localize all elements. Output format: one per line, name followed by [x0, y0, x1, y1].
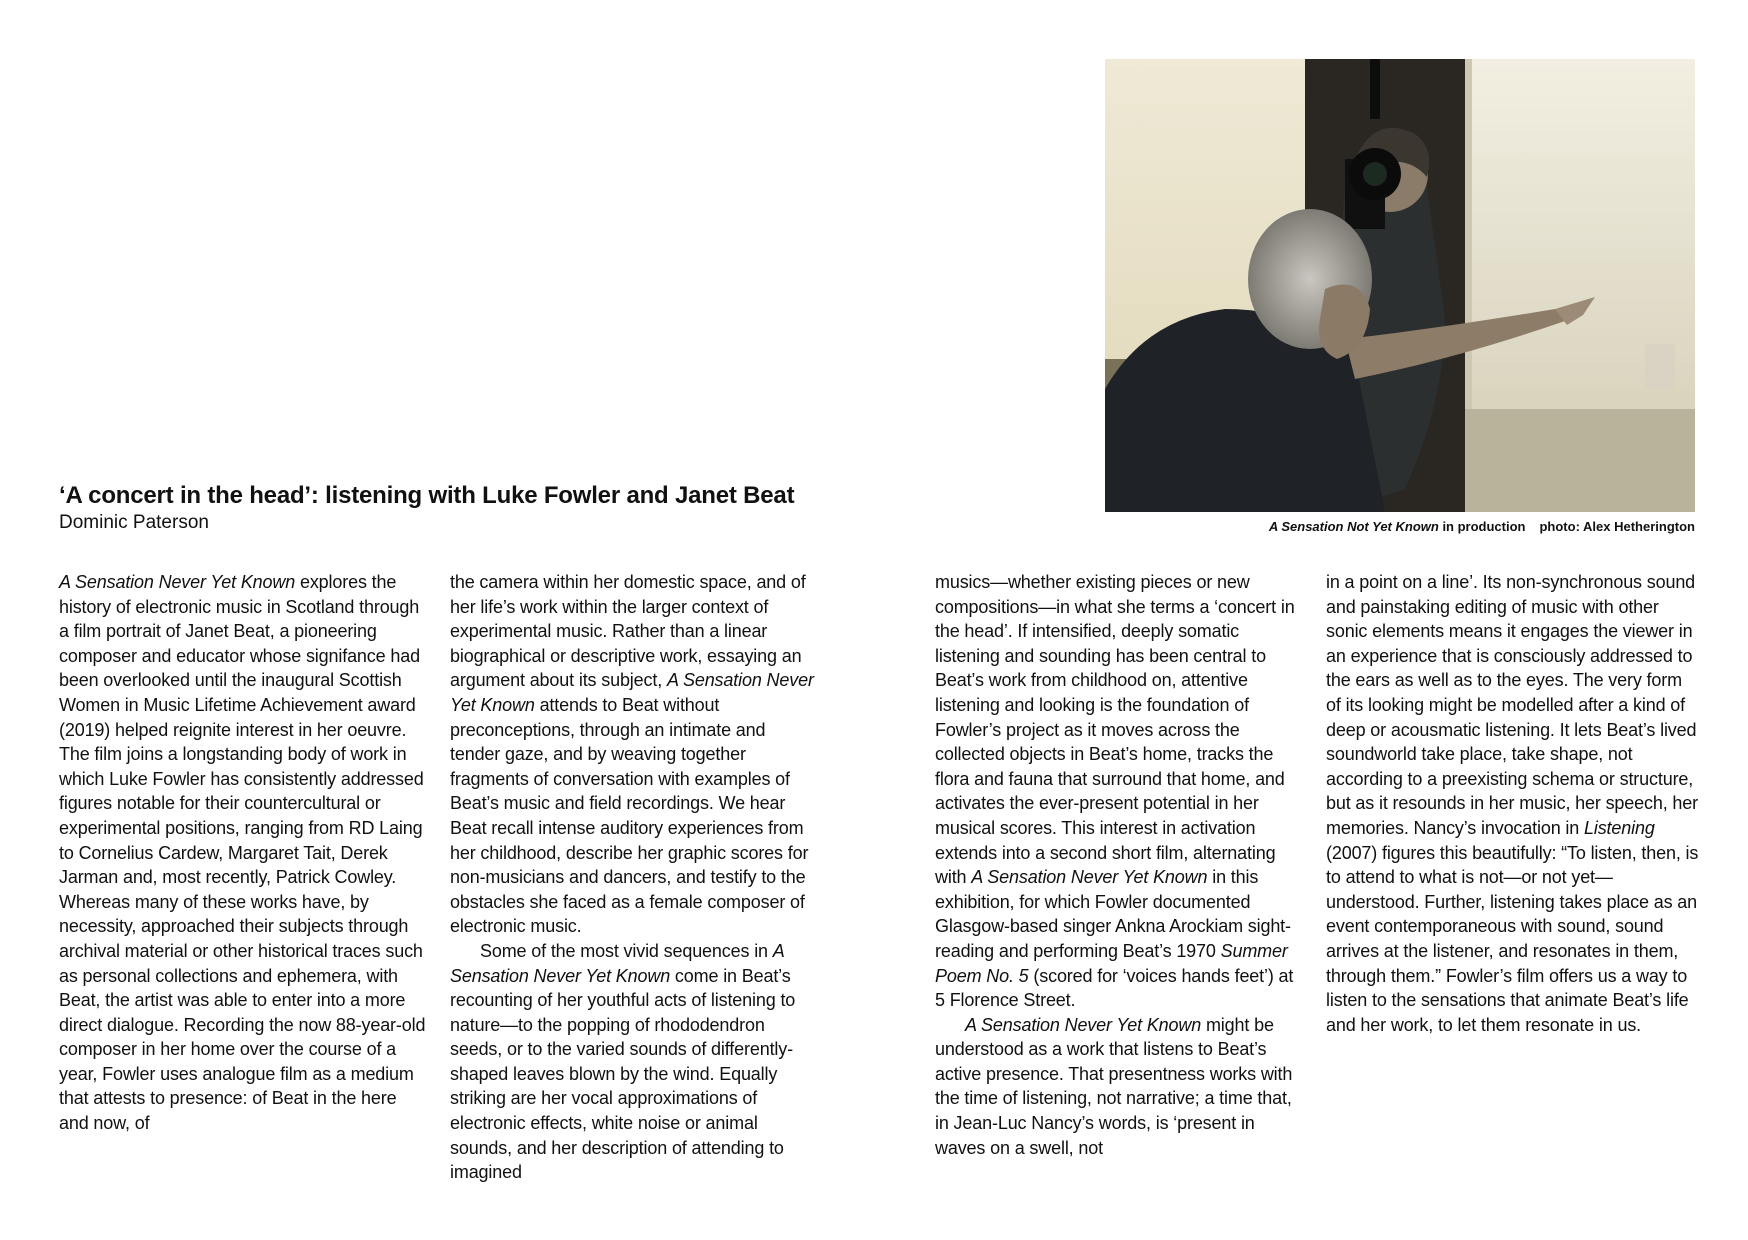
body-column-2 [450, 570, 820, 1185]
paragraph-text: the camera within her domestic space, and of her life’s work within the larger context of experimental music. Rather than a linear biographical or descriptive work, essaying an argument about its subject, [450, 572, 806, 691]
paragraph-text: explores the history of electronic music in Scotland through a film portrait of Janet Beat, a pioneering composer and educator whose signifance had been overlooked until the inaugural Scottish Women in Music Lifetime Achievement award (2019) helped reignite interest in her oeuvre. The film joins a longstanding body of work in which Luke Fowler has consistently addressed figures notable for their countercultural or experimental positions, ranging from RD Laing to Cornelius Cardew, Margaret Tait, Derek Jarman and, most recently, Patrick Cowley. Whereas many of these works have, by necessity, approached their subjects through archival material or other historical traces such as personal collections and ephemera, with Beat, the artist was able to enter into a more direct dialogue. Recording the now 88-year-old composer in her home over the course of a year, Fowler uses analogue film as a medium that attests to presence: of Beat in the here and now, of [59, 572, 426, 1134]
production-photo [1105, 59, 1695, 512]
caption-title: A Sensation Not Yet Known [1268, 519, 1439, 534]
body-column-4 [1326, 570, 1701, 1037]
paragraph-text: in this exhibition, for which Fowler documented Glasgow-based singer Ankna Arockiam sight-reading and performing Beat’s 1970 [935, 867, 1291, 961]
film-title: A Sensation Never Yet Known [59, 572, 296, 592]
paragraph [935, 570, 1305, 1013]
paragraph [450, 939, 820, 1185]
book-title: Listening [1583, 817, 1655, 838]
paragraph-text: (scored for ‘voices hands feet’) at 5 Florence Street. [935, 965, 1294, 1011]
article-author: Dominic Paterson [59, 512, 209, 533]
article-title: ‘A concert in the head’: listening with Luke Fowler and Janet Beat [59, 482, 795, 509]
caption-credit: photo: Alex Hetherington [1539, 519, 1695, 534]
film-title: A Sensation Never Yet Known [965, 1014, 1202, 1035]
film-title: A Sensation Never Yet Known [450, 670, 814, 715]
paragraph [450, 570, 820, 939]
paragraph [935, 1013, 1305, 1161]
paragraph-text: in a point on a line’. Its non-synchronous sound and painstaking editing of music with other sonic elements means it engages the viewer in an experience that is consciously addressed to the ears as well as to the eyes. The very form of its looking might be modelled after a kind of deep or acousmatic listening. It lets Beat’s lived soundworld take place, take shape, not according to a preexisting schema or structure, but as it resounds in her music, her speech, her memories. Nancy’s invocation in [1326, 572, 1698, 838]
paragraph [1326, 570, 1701, 1037]
body-column-3 [935, 570, 1305, 1160]
paragraph [59, 570, 429, 1136]
paragraph-text: attends to Beat without preconceptions, through an intimate and tender gaze, and by weaving together fragments of conversation with examples of Beat’s music and field recordings. We hear Beat recall intense auditory experiences from her childhood, describe her graphic scores for non-musicians and dancers, and testify to the obstacles she faced as a female composer of electronic music. [450, 694, 809, 937]
production-photo-image [1105, 59, 1695, 512]
paragraph-text: come in Beat’s recounting of her youthful acts of listening to nature—to the popping of rhododendron seeds, or to the varied sounds of differently-shaped leaves blown by the wind. Equally striking are her vocal approximations of electronic effects, white noise or animal sounds, and her description of attending to imagined [450, 965, 796, 1183]
score-title: Summer Poem No. 5 [935, 940, 1288, 986]
paragraph-text: musics—whether existing pieces or new compositions—in what she terms a ‘concert in the head’. If intensified, deeply somatic listening and sounding has been central to Beat’s work from childhood on, attentive listening and looking is the foundation of Fowler’s project as it moves across the collected objects in Beat’s home, tracks the flora and fauna that surround that home, and activates the ever-present potential in her musical scores. This interest in activation extends into a second short film, alternating with [935, 572, 1295, 888]
caption-text: in production [1438, 519, 1526, 534]
paragraph-text: (2007) figures this beautifully: “To listen, then, is to attend to what is not—or not yet—understood. Further, listening takes place as an event contemporaneous with sound, sound arrives at the listener, and resonates in them, through them.” Fowler’s film offers us a way to listen to the sensations that animate Beat’s life and her work, to let them resonate in us. [1326, 842, 1699, 1035]
paragraph-text: might be understood as a work that listens to Beat’s active presence. That presentness works with the time of listening, not narrative; a time that, in Jean-Luc Nancy’s words, is ‘present in waves on a swell, not [935, 1014, 1293, 1158]
body-column-1 [59, 570, 429, 1136]
paragraph-text: Some of the most vivid sequences in [480, 940, 773, 961]
film-title: A Sensation Never Yet Known [971, 867, 1208, 888]
film-title: A Sensation Never Yet Known [450, 940, 784, 986]
photo-caption [1269, 519, 1695, 534]
